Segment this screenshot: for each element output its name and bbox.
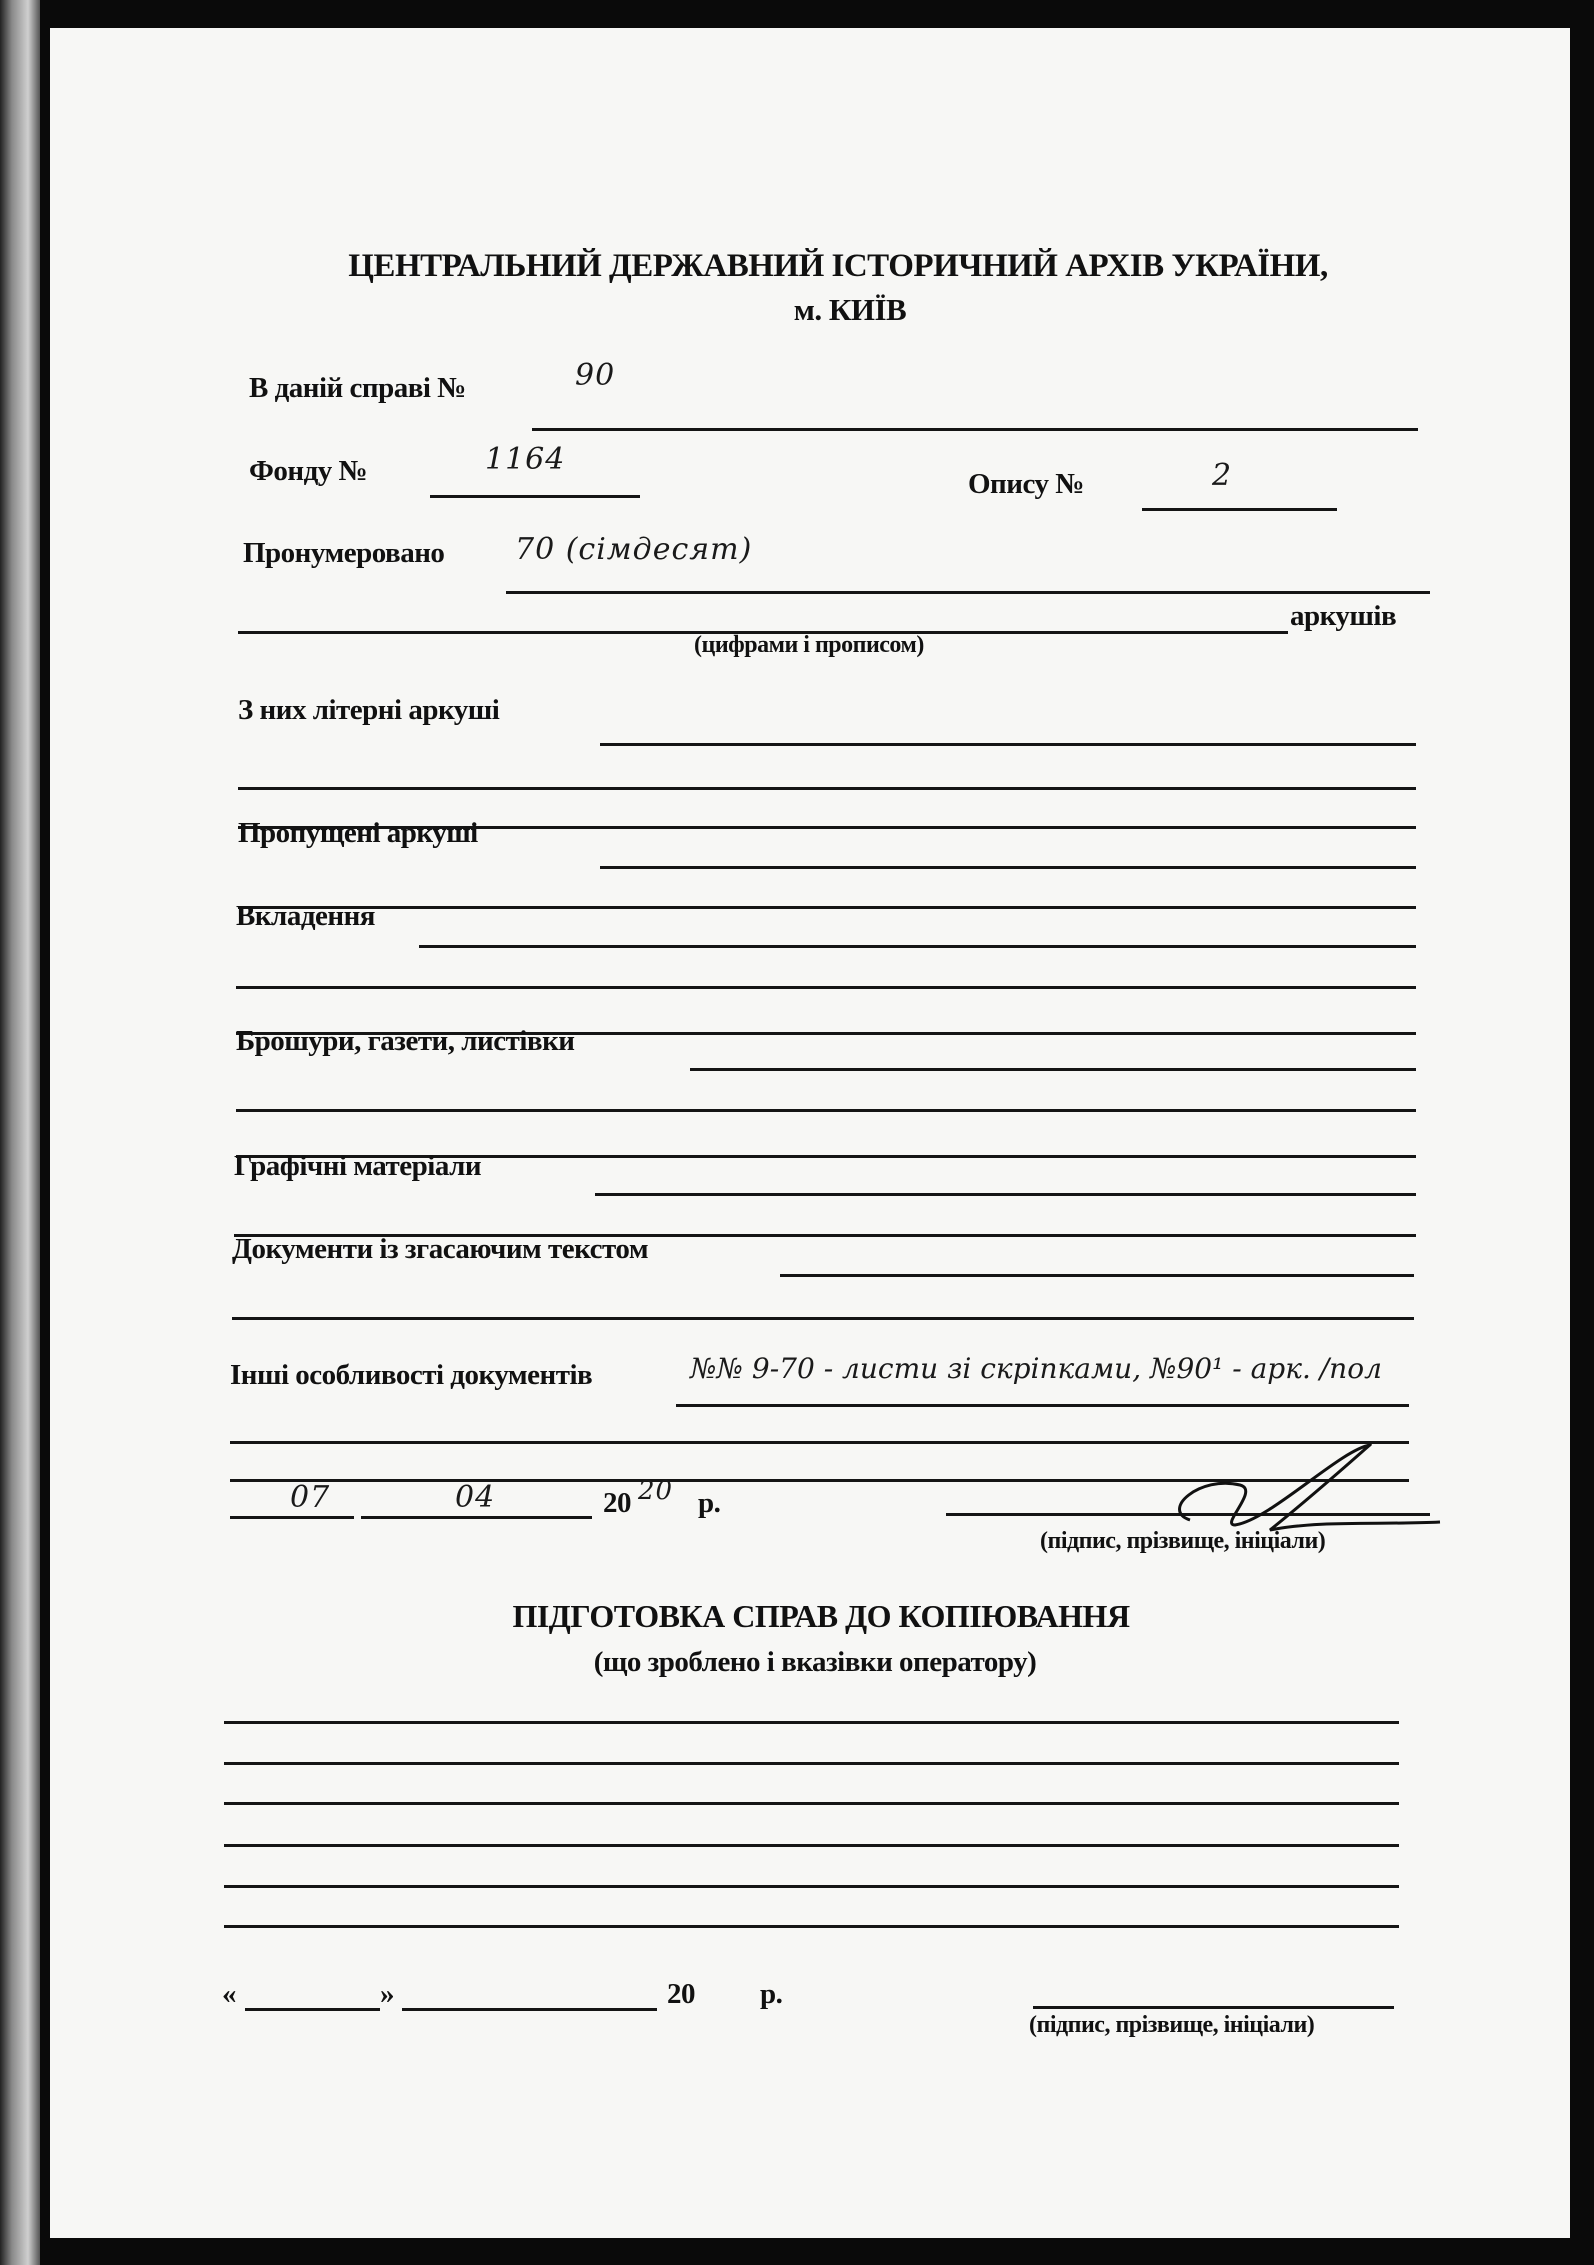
copying-line [224,1844,1399,1847]
archive-city: м. КИЇВ [793,292,907,327]
blank-line [232,1317,1414,1320]
archive-title: ЦЕНТРАЛЬНИЙ ДЕРЖАВНИЙ ІСТОРИЧНИЙ АРХІВ УКРАЇНИ, [348,248,1328,284]
copying-line [224,1721,1399,1724]
case-number-label: В даній справі № [249,372,466,404]
sheets-label: аркушів [1290,600,1397,632]
attachments-label: Вкладення [236,900,375,932]
signature-image [1120,1440,1450,1540]
numbered-line [506,591,1430,594]
date-month: 04 [455,1480,496,1515]
blank-line [236,986,1416,989]
date-year-unit: р. [698,1487,721,1519]
scanner-edge [0,0,40,2265]
fond-line [430,495,640,498]
sheets-hint: (цифрами і прописом) [694,632,924,658]
copying-date-open-quote: « [222,1978,236,2010]
graphics-label: Графічні матеріали [234,1150,482,1182]
brochures-label: Брошури, газети, листівки [236,1025,575,1057]
blank-line [238,787,1416,790]
date-year-prefix: 20 [603,1487,631,1519]
date-month-line [361,1516,592,1519]
numbered-label: Пронумеровано [243,537,445,569]
date-day-line [230,1516,354,1519]
numbered-value: 70 (сімдесят) [515,532,753,567]
attachments-line [419,945,1416,948]
fond-value: 1164 [485,442,566,477]
other-features-label: Інші особливості документів [230,1359,593,1391]
signature-hint: (підпис, прізвище, ініціали) [1040,1528,1326,1554]
archive-form-page [50,28,1570,2238]
missing-sheets-label: Пропущені аркуші [238,817,478,849]
blank-line [238,906,1416,909]
opys-label: Опису № [968,468,1084,500]
copying-line [224,1925,1399,1928]
other-features-line [676,1404,1409,1407]
copying-date-day-line [245,2008,380,2011]
fond-label: Фонду № [249,455,368,487]
case-number-line [532,428,1418,431]
copying-signature-line [1033,2006,1394,2009]
copying-line [224,1762,1399,1765]
graphics-line [595,1193,1416,1196]
missing-sheets-line [600,866,1416,869]
copying-date-close-quote: » [380,1978,394,2010]
letter-sheets-label: З них літерні аркуші [238,694,500,726]
copying-date-year-unit: р. [760,1978,783,2010]
case-number-value: 90 [575,358,616,393]
copying-signature-hint: (підпис, прізвище, ініціали) [1029,2012,1315,2038]
date-year-suffix: 20 [638,1476,674,1506]
letter-sheets-line [600,743,1416,746]
copying-line [224,1885,1399,1888]
date-day: 07 [290,1480,331,1515]
copying-line [224,1802,1399,1805]
copying-title: ПІДГОТОВКА СПРАВ ДО КОПІЮВАННЯ [512,1598,1130,1634]
opys-line [1142,508,1337,511]
blank-line [236,1109,1416,1112]
copying-subtitle: (що зроблено і вказівки оператору) [593,1646,1037,1678]
copying-date-month-line [402,2008,657,2011]
brochures-line [690,1068,1416,1071]
fading-docs-label: Документи із згасаючим текстом [232,1233,649,1265]
copying-date-year-prefix: 20 [667,1978,695,2010]
other-features-value: №№ 9-70 - листи зі скріпками, №90¹ - арк. /пол [690,1352,1382,1385]
fading-docs-line [780,1274,1414,1277]
opys-value: 2 [1212,458,1233,493]
